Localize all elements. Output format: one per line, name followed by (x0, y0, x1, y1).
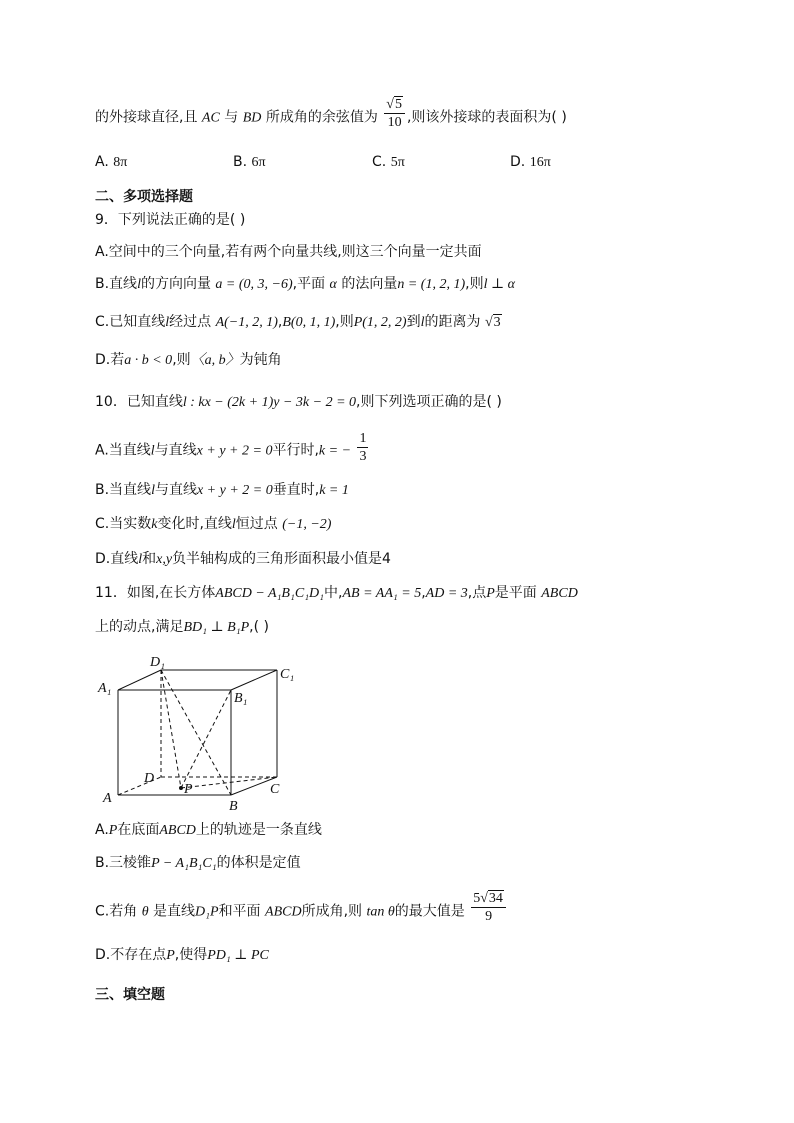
point-p-dot (179, 786, 183, 790)
q11c-plane: ABCD (265, 904, 302, 920)
q10a-text-2: 与直线 (154, 442, 197, 459)
q11-equation-2: AD = 3 (425, 586, 468, 601)
q9c-l: l (165, 315, 170, 330)
q10d-text-2: 和 (142, 551, 157, 567)
q11d-p: P (166, 948, 175, 963)
q11-stem-line-2 (95, 617, 269, 638)
q8-option-d-label: D. (510, 154, 526, 170)
q9c-text-1: C.已知直线 (95, 314, 166, 330)
q11b-text-2: 的体积是定值 (216, 855, 301, 871)
q8-option-d-value: 16π (529, 155, 551, 170)
q11-option-c (95, 891, 508, 925)
q8-option-c-value: 5π (390, 155, 405, 170)
q11c-text-3: 和平面 (218, 903, 261, 920)
q8-ac: AC (201, 110, 220, 126)
q9c-text-2: 经过点 (169, 314, 212, 330)
q9b-vector-n: n = (1, 2, 1) (397, 277, 466, 292)
q11-text-3: ,点 (467, 585, 487, 601)
q9c-point-p: P(1, 2, 2) (353, 315, 407, 330)
q11d-text-2: ,使得 (174, 947, 208, 963)
q8-option-b-value: 6π (251, 155, 266, 170)
label-b1: B₁ (234, 691, 248, 706)
q11c-line: D₁P (195, 904, 219, 920)
q9c-text-4: 到 (406, 314, 421, 330)
q10c-point: (−1, −2) (282, 517, 332, 532)
q8-option-a (95, 152, 127, 173)
q11-text-5: 上的动点,满足 (95, 619, 184, 635)
label-d1: D₁ (150, 655, 165, 670)
q11c-text-5: 的最大值是 (394, 903, 465, 920)
q11c-text-1: C.若角 (95, 903, 138, 920)
q11-equation-1: AB = AA₁ = 5 (342, 586, 422, 601)
q11a-text-1: A. (95, 822, 109, 838)
q10a-l: l (150, 443, 155, 459)
label-c: C (270, 782, 280, 797)
q8-fraction: $\frac{√5}{10}$ (384, 96, 405, 131)
q10c-k: k (151, 517, 158, 532)
q8-stem (95, 97, 567, 131)
edge-b1-c1 (231, 670, 277, 690)
q10c-text-3: 恒过点 (235, 516, 278, 532)
q11-plane: ABCD (541, 586, 578, 601)
q9b-text-3: ,平面 (292, 276, 326, 292)
q11-option-d (95, 945, 269, 966)
q10a-numerator: 1 (359, 431, 367, 446)
q10-option-b (95, 480, 349, 501)
q8-option-a-value: 8π (113, 155, 128, 170)
q9c-point-a: A(−1, 2, 1) (215, 315, 278, 330)
q11-option-a (95, 820, 322, 841)
q10c-text-1: C.当实数 (95, 516, 152, 532)
q11c-coefficient: 5 (473, 891, 481, 906)
q10d-l: l (138, 552, 143, 567)
q11c-theta: θ (141, 904, 149, 920)
section-3-heading: 三、填空题 (95, 987, 165, 1003)
q9d-text-1: D.若 (95, 352, 125, 368)
q9d-text-2: ,则 (172, 352, 191, 368)
q9c-text-3: ,则 (335, 314, 354, 330)
q8-option-a-label: A. (95, 154, 109, 170)
q11c-denominator: 9 (485, 909, 493, 924)
q9-option-b (95, 274, 515, 295)
q10b-l: l (151, 483, 155, 498)
q9c-point-b: B(0, 1, 1) (282, 315, 336, 330)
q8-bd: BD (242, 110, 262, 126)
q10b-text-1: B.当直线 (95, 482, 152, 498)
label-p: P (184, 782, 193, 797)
q10-text-2: ,则下列选项正确的是( ) (356, 394, 502, 410)
segment-d1-p (161, 670, 181, 788)
q11c-text-4: 所成角,则 (301, 903, 363, 920)
q11-text-2: 中, (324, 585, 343, 601)
label-b: B (229, 799, 238, 813)
q11a-text-2: 在底面 (117, 822, 160, 838)
q9d-expression: a · b < 0 (124, 353, 173, 368)
q10a-k: k = − (318, 443, 352, 459)
q11-separator: , (421, 585, 426, 601)
q9b-l: l (137, 277, 141, 292)
q9d-angle: 〈a, b〉 (190, 353, 240, 368)
q11a-p: P (108, 823, 118, 838)
q11b-pyramid: P − A₁B₁C₁ (151, 856, 217, 871)
q9c-separator: , (277, 314, 283, 330)
q10b-text-3: 垂直时, (272, 482, 320, 498)
q9-option-d (95, 350, 282, 371)
q10c-l: l (231, 517, 236, 532)
q11c-text-2: 是直线 (153, 903, 196, 920)
q11a-text-3: 上的轨迹是一条直线 (195, 822, 322, 838)
q10a-text-1: A.当直线 (95, 442, 151, 459)
q11-p: P (486, 586, 495, 601)
segment-p-b1 (181, 690, 231, 788)
q9c-l-2: l (420, 315, 425, 330)
q10-text-1: 10．已知直线 (95, 394, 183, 410)
q8-option-b (233, 152, 266, 173)
q9b-text-1: B.直线 (95, 276, 138, 292)
q8-denominator: 10 (387, 115, 402, 130)
q8-text-1: 的外接球直径,且 (95, 109, 198, 126)
q8-option-d (510, 152, 551, 173)
label-a1: A₁ (98, 681, 112, 696)
q11a-plane: ABCD (159, 823, 196, 838)
q9b-vector-a: a = (0, 3, −6) (215, 277, 293, 292)
q11-text-4: 是平面 (494, 585, 537, 601)
q11c-fraction: $\frac{5√34}{9}$ (471, 890, 506, 925)
q11c-tan: tan θ (366, 904, 395, 920)
q8-radicand: 5 (394, 97, 402, 112)
q9c-text-5: 的距离为 (424, 314, 481, 330)
section-2-heading: 二、多项选择题 (95, 189, 193, 205)
q9b-alpha: α (329, 277, 337, 292)
q10d-text-1: D.直线 (95, 551, 139, 567)
q8-text-4: ,则该外接球的表面积为( ) (406, 109, 567, 126)
q10a-denominator: 3 (359, 449, 367, 464)
q11-option-b (95, 853, 301, 874)
q11-text-1: 11．如图,在长方体 (95, 585, 216, 601)
q10d-text-3: 负半轴构成的三角形面积最小值是4 (172, 551, 391, 567)
q10-option-a (95, 431, 370, 465)
q10a-fraction (357, 430, 368, 465)
q9c-sqrt: √3 (484, 315, 501, 330)
q10-equation: l : kx − (2k + 1)y − 3k − 2 = 0 (182, 395, 357, 410)
edge-a1-d1 (118, 670, 161, 690)
q9b-text-2: 的方向向量 (140, 276, 211, 292)
q10c-text-2: 变化时,直线 (157, 516, 232, 532)
q10-stem (95, 392, 502, 413)
q10a-text-3: 平行时, (272, 442, 319, 459)
q9c-radicand: 3 (493, 315, 501, 330)
q9b-text-5: ,则 (465, 276, 484, 292)
q11b-text-1: B.三棱锥 (95, 855, 152, 871)
q11-stem-line-1 (95, 583, 578, 604)
label-d: D (144, 771, 155, 786)
q8-option-c (372, 152, 405, 173)
q9-option-a: A.空间中的三个向量,若有两个向量共线,则这三个向量一定共面 (95, 244, 482, 260)
q9b-text-4: 的法向量 (341, 276, 398, 292)
cuboid-figure (90, 648, 310, 813)
q10a-equation: x + y + 2 = 0 (196, 443, 273, 459)
q11d-text-1: D.不存在点 (95, 947, 167, 963)
q11-relation: BD₁ ⊥ B₁P (183, 620, 250, 635)
label-a: A (103, 791, 112, 806)
q8-option-c-label: C. (372, 154, 387, 170)
q8-option-b-label: B. (233, 154, 248, 170)
q10d-xy: x,y (156, 552, 173, 567)
q9-stem: 9．下列说法正确的是( ) (95, 212, 246, 228)
label-c1: C₁ (280, 667, 295, 682)
q11c-radicand: 34 (488, 891, 503, 906)
q10b-k: k = 1 (319, 483, 349, 498)
q11-text-6: ,( ) (249, 619, 269, 635)
edge-a-d (118, 777, 161, 795)
q11-box: ABCD − A₁B₁C₁D₁ (215, 586, 325, 601)
q10-option-d (95, 549, 391, 570)
q9d-text-3: 为钝角 (239, 352, 282, 368)
q9-option-c (95, 312, 502, 333)
q10-option-c (95, 514, 331, 535)
q8-text-2: 与 (224, 109, 239, 126)
q9b-relation: l ⊥ α (483, 277, 515, 292)
q8-text-3: 所成角的余弦值为 (265, 109, 378, 126)
q10b-text-2: 与直线 (154, 482, 197, 498)
q10b-equation: x + y + 2 = 0 (196, 483, 273, 498)
q11d-relation: PD₁ ⊥ PC (207, 948, 269, 963)
